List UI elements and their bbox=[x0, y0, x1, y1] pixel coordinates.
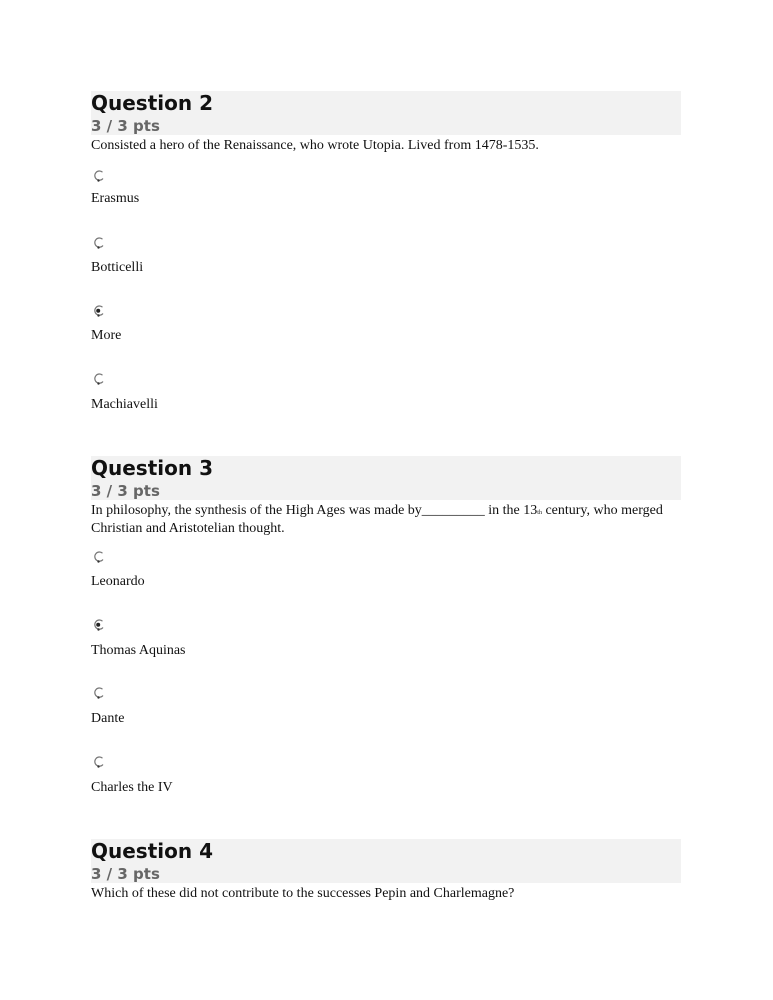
answer-option[interactable]: Leonardo bbox=[91, 574, 145, 589]
question-header bbox=[91, 839, 681, 883]
question-header bbox=[91, 91, 681, 135]
question-points bbox=[91, 865, 160, 883]
points-total: 3 pts bbox=[117, 865, 160, 883]
question-text-superscript: th bbox=[537, 510, 542, 516]
question-text: Consisted a hero of the Renaissance, who wrote Utopia. Lived from 1478-1535. bbox=[91, 138, 539, 153]
answer-option[interactable]: More bbox=[91, 328, 122, 343]
answer-option[interactable]: Botticelli bbox=[91, 260, 144, 275]
answer-option[interactable]: Dante bbox=[91, 711, 125, 726]
points-separator: / bbox=[106, 482, 113, 500]
points-separator: / bbox=[106, 117, 113, 135]
question-points bbox=[91, 482, 160, 500]
question-text bbox=[91, 502, 671, 538]
points-total: 3 pts bbox=[117, 117, 160, 135]
radio-button-icon[interactable] bbox=[92, 169, 106, 183]
answer-option[interactable]: Charles the IV bbox=[91, 780, 173, 795]
points-earned: 3 bbox=[91, 117, 102, 135]
question-points bbox=[91, 117, 160, 135]
radio-button-icon[interactable] bbox=[92, 686, 106, 700]
answer-option[interactable]: Erasmus bbox=[91, 191, 140, 206]
radio-button-selected-icon[interactable] bbox=[92, 304, 106, 318]
question-text-after: century, who merged Christian and Aristotelian thought. bbox=[91, 503, 663, 536]
answer-option[interactable]: Thomas Aquinas bbox=[91, 643, 186, 658]
points-separator: / bbox=[106, 865, 113, 883]
points-total: 3 pts bbox=[117, 482, 160, 500]
radio-button-icon[interactable] bbox=[92, 372, 106, 386]
points-earned: 3 bbox=[91, 482, 102, 500]
radio-button-selected-icon[interactable] bbox=[92, 618, 106, 632]
question-text-before: In philosophy, the synthesis of the High Ages was made by_________ in the 13 bbox=[91, 503, 538, 518]
points-earned: 3 bbox=[91, 865, 102, 883]
radio-button-icon[interactable] bbox=[92, 236, 106, 250]
question-title: Question 3 bbox=[91, 456, 213, 480]
question-header bbox=[91, 456, 681, 500]
radio-button-icon[interactable] bbox=[92, 550, 106, 564]
question-text: Which of these did not contribute to the successes Pepin and Charlemagne? bbox=[91, 886, 515, 901]
radio-button-icon[interactable] bbox=[92, 755, 106, 769]
answer-option[interactable]: Machiavelli bbox=[91, 397, 158, 412]
question-title: Question 2 bbox=[91, 91, 213, 115]
question-title: Question 4 bbox=[91, 839, 213, 863]
